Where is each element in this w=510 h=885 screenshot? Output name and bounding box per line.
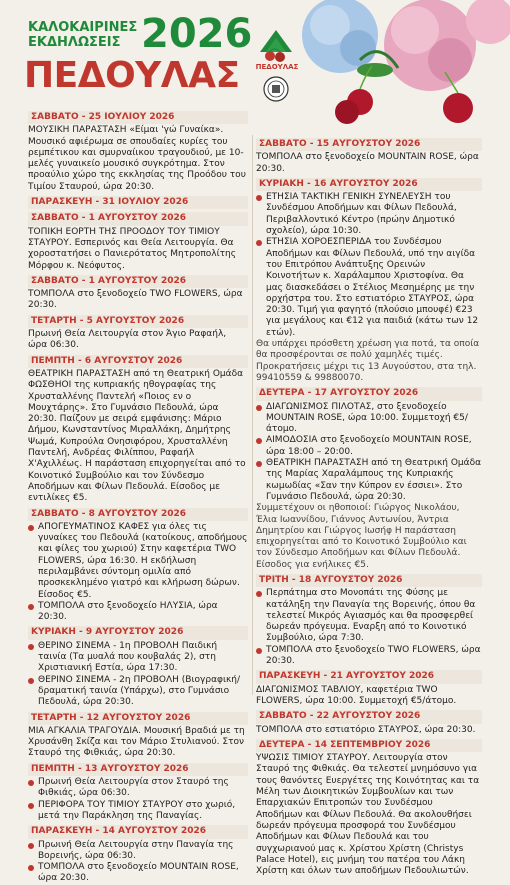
event-entry: ΤΟΜΠΟΛΑ στο ξενοδοχείο TWO FLOWERS, ώρα 20:30. — [28, 289, 243, 311]
event-entry: ΘΕΡΙΝΟ ΣΙΝΕΜΑ - 2η ΠΡΟΒΟΛΗ (Βιογραφική/δραματική ταινία (Υπάρχω), στο Γυμνάσιο Πεδουλά, ώρα 20:30. — [28, 675, 248, 709]
event-date-header: ΣΑΒΒΑΤΟ - 8 ΑΥΓΟΥΣΤΟΥ 2026 — [28, 508, 248, 521]
event-entry: ΤΟΜΠΟΛΑ στο εστιατόριο ΣΤΑΥΡΟΣ, ώρα 20:30. — [256, 724, 476, 735]
event-note: Συμμετέχουν οι ηθοποιοί: Γιώργος Νικολάου, Έλια Ιωαννίδου, Γιάννος Αντωνίου, Άντρια Δημητρίου και Γιώργος Ιωσήφ Η παράσταση επιχορηγείται από το Κοινοτικό Συμβούλιο και τον Σύνδεσμο Αποδήμων και Φίλων Πεδουλά. Είσοδος για ενήλικες €5. — [256, 503, 467, 570]
event-date-header: ΣΑΒΒΑΤΟ - 25 ΙΟΥΛΙΟΥ 2026 — [28, 111, 248, 124]
event-entry: ΠΕΡΙΦΟΡΑ ΤΟΥ ΤΙΜΙΟΥ ΣΤΑΥΡΟΥ στο χωριό, μετά την Παράκληση της Παναγίας. — [28, 800, 248, 823]
event-date-header: ΣΑΒΒΑΤΟ - 15 ΑΥΓΟΥΣΤΟΥ 2026 — [256, 138, 482, 151]
event-entry: ΤΟΜΠΟΛΑ στο ξενοδοχείο MOUNTAIN ROSE, ώρα 20:30. — [256, 152, 479, 174]
event-date-header: ΠΕΜΠΤΗ - 6 ΑΥΓΟΥΣΤΟΥ 2026 — [28, 355, 248, 368]
event-entry: ΑΠΟΓΕΥΜΑΤΙΝΟΣ ΚΑΦΕΣ για όλες τις γυναίκες του Πεδουλά (κατοίκους, αποδήμους και φίλες του χωριού) Στην καφετέρια TWO FLOWERS, ώρα 16:30. Η εκδήλωση περιλαμβάνει σύντομη ομιλία από προσκεκλημένο γιατρό και κλήρωση δώρων. Είσοδος €5. — [28, 522, 248, 601]
event-date-header: ΔΕΥΤΕΡΑ - 14 ΣΕΠΤΕΜΒΡΙΟΥ 2026 — [256, 739, 482, 752]
event-entry: ΜΙΑ ΑΓΚΑΛΙΑ ΤΡΑΓΟΥΔΙΑ. Μουσική Βραδιά με τη Χρυσάνθη Σκίζα και τον Μάριο Στυλιανού. Στον Σταυρό της Φιθκιάς, ώρα 20:30. — [28, 725, 245, 759]
event-date-header: ΚΥΡΙΑΚΗ - 9 ΑΥΓΟΥΣΤΟΥ 2026 — [28, 626, 248, 639]
event-entry: ΔΙΑΓΩΝΙΣΜΟΣ ΠΙΛΟΤΑΣ, στο ξενοδοχείο MOUNTAIN ROSE, ώρα 10:00. Συμμετοχή €5/άτομο. — [256, 402, 482, 436]
event-entry: ΘΕΑΤΡΙΚΗ ΠΑΡΑΣΤΑΣΗ από τη Θεατρική Ομάδα της Μαρίας Χαραλάμπους της Κυπριακής κωμωδίας «Σαν την Κύπρον εν έσσιει». Στο Γυμνάσιο Πεδουλά, ώρα 20:30. — [256, 458, 482, 503]
event-entry: ΤΟΠΙΚΗ ΕΟΡΤΗ ΤΗΣ ΠΡΟΟΔΟΥ ΤΟΥ ΤΙΜΙΟΥ ΣΤΑΥΡΟΥ. Εσπερινός και Θεία Λειτουργία. Θα χοροστατήσει ο Πανιερότατος Μητροπολίτης Μόρφου κ. Νεόφυτος. — [28, 226, 237, 271]
event-entry: ΥΨΩΣΙΣ ΤΙΜΙΟΥ ΣΤΑΥΡΟΥ. Λειτουργία στον Σταυρό της Φιθκιάς. Θα τελεστεί μνημόσυνο για τους θανόντες Ευεργέτες της Κοινότητας και τα Μέλη των Διοικητικών Συμβουλίων και των Επαρχιακών Επιτροπών του Συνδέσμου Αποδήμων και Φίλων Πεδουλά. Θα ακολουθήσει δωρεάν πρόγευμα προσφορά του Συνδέσμου Αποδήμων και Φίλων Πεδουλά και του συγχωριανού μας κ. Χρίστου Χρίστη (Christys Palace Hotel), εις μνήμη του πατέρα του Λάκη Χρίστη και όλων των αποδήμων Πεδουλιωτών. — [256, 753, 480, 877]
event-date-header: ΚΥΡΙΑΚΗ - 16 ΑΥΓΟΥΣΤΟΥ 2026 — [256, 178, 482, 191]
column-divider — [252, 135, 253, 695]
event-date-header: ΠΑΡΑΣΚΕΥΗ - 21 ΑΥΓΟΥΣΤΟΥ 2026 — [256, 670, 482, 683]
event-date-header: ΠΑΡΑΣΚΕΥΗ - 14 ΑΥΓΟΥΣΤΟΥ 2026 — [28, 825, 248, 838]
header-subtitle: ΚΑΛΟΚΑΙΡΙΝΕΣ ΕΚΔΗΛΩΣΕΙΣ — [28, 20, 138, 50]
event-entry: Πρωινή Θεία Λειτουργία στην Παναγία της Βορεινής, ώρα 06:30. — [28, 840, 248, 863]
logo-text: ΠΕΔΟΥΛΑΣ — [255, 63, 299, 71]
event-entry: ΕΤΗΣΙΑ ΧΟΡΟΕΣΠΕΡΙΔΑ του Συνδέσμου Αποδήμων και Φίλων Πεδουλά, υπό την αιγίδα του Επιτρόπου Ανάπτυξης Ορεινών Κοινοτήτων κ. Χαράλαμπου Χριστοφίνα. Θα μας διασκεδάσει ο Στέλιος Μεσημέρης με την ορχήστρα του. Στο εστιατόριο ΣΤΑΥΡΟΣ, ώρα 20:30. Τιμή για φαγητό (πλούσιο μπουφέ) €23 για μεγάλους και €12 για παιδιά (κάτω των 12 ετών). — [256, 237, 482, 339]
event-date-header: ΣΑΒΒΑΤΟ - 1 ΑΥΓΟΥΣΤΟΥ 2026 — [28, 212, 248, 225]
header-year: 2026 — [141, 11, 253, 57]
event-date-header: ΤΕΤΑΡΤΗ - 5 ΑΥΓΟΥΣΤΟΥ 2026 — [28, 315, 248, 328]
header — [0, 0, 510, 96]
page-title: ΠΕΔΟΥΛΑΣ — [24, 55, 240, 96]
schedule-right-column — [256, 135, 482, 877]
event-entry: ΘΕΑΤΡΙΚΗ ΠΑΡΑΣΤΑΣΗ από τη Θεατρική Ομάδα ΦΩΣΘΗΟΙ της κυπριακής ηθογραφίας της Χρυσταλλένης Παντελή «Ποιος εν ο Μουχτάρης». Στο Γυμνάσιο Πεδουλά, ώρα 20:30. Παίζουν με σειρά εμφάνισης: Μάριο Δήμου, Κωνσταντίνος Μιραλλάκη, Δημήτρης Ψωμά, Κυπρούλα Ονησιφόρου, Χρυσταλλένη Παντελή, Ανδρέας Φιλίππου, Ραφαήλ Χ'Αχιλλέως. Η παράσταση επιχορηγείται από το Κοινοτικό Συμβούλιο και τον Σύνδεσμο Αποδήμων και Φίλων Πεδουλά. Είσοδος με εντιλίκες €5. — [28, 368, 246, 504]
event-entry: ΑΙΜΟΔΟΣΙΑ στο ξενοδοχείο MOUNTAIN ROSE, ώρα 18:00 – 20:00. — [256, 435, 482, 458]
flowers-illustration — [300, 0, 510, 140]
event-note: Θα υπάρχει πρόσθετη χρέωση για ποτά, τα οποία θα προσφέρονται σε πολύ χαμηλές τιμές. Προκρατήσεις μέχρι τις 13 Αυγούστου, στα τηλ. 99410559 & 99880070. — [256, 339, 480, 383]
event-date-header: ΠΑΡΑΣΚΕΥΗ - 31 ΙΟΥΛΙΟΥ 2026 — [28, 196, 248, 209]
event-date-header: ΤΕΤΑΡΤΗ - 12 ΑΥΓΟΥΣΤΟΥ 2026 — [28, 712, 248, 725]
event-entry: ΤΟΜΠΟΛΑ στο ξενοδοχείο ΗΛΥΣΙΑ, ώρα 20:30. — [28, 601, 248, 624]
event-date-header: ΤΡΙΤΗ - 18 ΑΥΓΟΥΣΤΟΥ 2026 — [256, 574, 482, 587]
event-date-header: ΣΑΒΒΑΤΟ - 1 ΑΥΓΟΥΣΤΟΥ 2026 — [28, 275, 248, 288]
event-entry: Πρωινή Θεία Λειτουργία στον Σταυρό της Φιθκιάς, ώρα 06:30. — [28, 777, 248, 800]
event-date-header: ΔΕΥΤΕΡΑ - 17 ΑΥΓΟΥΣΤΟΥ 2026 — [256, 387, 482, 400]
schedule-left-column — [28, 108, 248, 885]
event-date-header: ΠΕΜΠΤΗ - 13 ΑΥΓΟΥΣΤΟΥ 2026 — [28, 763, 248, 776]
event-entry: ΘΕΡΙΝΟ ΣΙΝΕΜΑ - 1η ΠΡΟΒΟΛΗ Παιδική ταινία (Τα μυαλά που κουβαλάς 2), στη Χριστιανική Εστία, ώρα 17:30. — [28, 641, 248, 675]
event-entry: ΜΟΥΣΙΚΗ ΠΑΡΑΣΤΑΣΗ «Είμαι 'γώ Γυναίκα». Μουσικό αφιέρωμα σε σπουδαίες κυρίες του ρεμπέτικου και σμυρναίικου τραγουδιού, με 10-μελές γυναικείο μουσικό συγκρότημα. Στον προαύλιο χώρο της εκκλησίας της Προόδου του Τιμίου Σταυρού, ώρα 20:30. — [28, 125, 246, 192]
event-entry: ΔΙΑΓΩΝΙΣΜΟΣ ΤΑΒΛΙΟΥ, καφετέρια TWO FLOWERS, ώρα 10:00. Συμμετοχή €5/άτομο. — [256, 684, 457, 706]
event-entry: ΕΤΗΣΙΑ ΤΑΚΤΙΚΗ ΓΕΝΙΚΗ ΣΥΝΕΛΕΥΣΗ του Συνδέσμου Αποδήμων και Φίλων Πεδουλά, Περιβαλλοντικό Κέντρο (πρώην Δημοτικό σχολείο), ώρα 10:30. — [256, 192, 482, 237]
community-seal-icon — [263, 76, 289, 102]
event-entry: ΤΟΜΠΟΛΑ στο ξενοδοχείο MOUNTAIN ROSE, ώρα 20:30. — [28, 862, 248, 885]
event-entry: Πρωινή Θεία Λειτουργία στον Άγιο Ραφαήλ, ώρα 06:30. — [28, 329, 227, 351]
event-entry: ΤΟΜΠΟΛΑ στο ξενοδοχείο TWO FLOWERS, ώρα 20:30. — [256, 645, 482, 668]
event-date-header: ΣΑΒΒΑΤΟ - 22 ΑΥΓΟΥΣΤΟΥ 2026 — [256, 710, 482, 723]
event-entry: Περπάτημα στο Μονοπάτι της Φύσης με κατάληξη την Παναγία της Βορεινής, όπου θα τελεστεί Μικρός Αγιασμός και θα προσφερθεί δωρεάν πρόγευμα. Εναρξη από το Κοινοτικό Συμβούλιο, ώρα 7:30. — [256, 588, 482, 644]
